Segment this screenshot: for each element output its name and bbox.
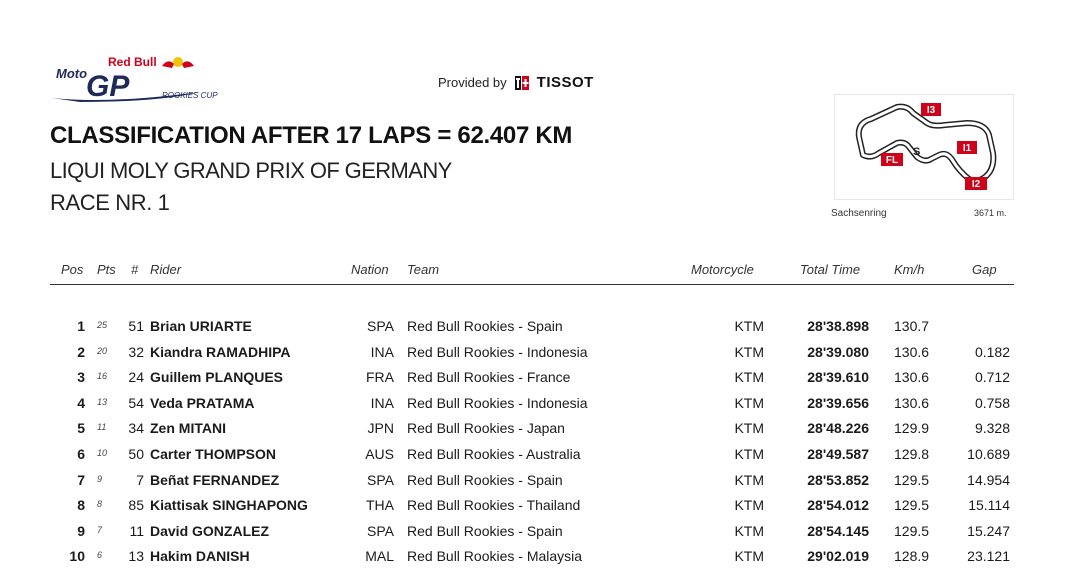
- table-row: [50, 519, 1014, 543]
- tissot-cross-icon: [515, 76, 529, 90]
- row-position: 7: [77, 471, 85, 488]
- row-rider-number: 11: [129, 522, 144, 539]
- row-points: 20: [97, 345, 108, 356]
- row-speed: 129.8: [894, 446, 930, 462]
- table-row: [50, 391, 1014, 415]
- row-team: Red Bull Rookies - Indonesia: [407, 343, 588, 360]
- race-number: RACE NR. 1: [50, 190, 170, 215]
- row-motorcycle: KTM: [734, 497, 764, 514]
- row-position: 4: [77, 394, 85, 411]
- row-nation: INA: [370, 394, 394, 411]
- header-kmh: Km/h: [894, 262, 925, 277]
- row-gap: 10.689: [967, 446, 1010, 462]
- row-rider-number: 24: [128, 369, 144, 386]
- row-rider-number: 51: [128, 318, 144, 334]
- row-nation: AUS: [365, 446, 394, 462]
- row-speed: 130.7: [894, 318, 930, 334]
- row-gap: 0.182: [974, 343, 1010, 360]
- header-motorcycle: Motorcycle: [691, 262, 754, 277]
- row-nation: THA: [366, 497, 394, 514]
- logo-gp-text: GP: [86, 70, 130, 103]
- row-points: 10: [97, 448, 108, 458]
- row-speed: 128.9: [894, 548, 930, 565]
- row-rider-name: Beñat FERNANDEZ: [150, 471, 280, 488]
- sponsor-name: TISSOT: [536, 74, 594, 91]
- row-total-time: 28'54.145: [807, 522, 869, 539]
- sponsor-credit: [438, 74, 594, 91]
- event-name: LIQUI MOLY GRAND PRIX OF GERMANY: [50, 158, 452, 183]
- row-gap: 0.758: [974, 394, 1010, 411]
- header-rider: Rider: [150, 262, 182, 277]
- row-position: 3: [77, 369, 85, 386]
- row-gap: 15.114: [968, 497, 1010, 514]
- header-total-time: Total Time: [800, 262, 861, 277]
- row-position: 9: [77, 522, 85, 539]
- row-rider-name: Zen MITANI: [150, 420, 226, 437]
- row-position: 10: [69, 548, 85, 565]
- row-gap: 9.328: [974, 420, 1010, 437]
- logo-redbull-text: Red Bull: [108, 55, 157, 69]
- classification-title: CLASSIFICATION AFTER 17 LAPS = 62.407 KM: [50, 122, 573, 149]
- row-speed: 129.5: [894, 471, 930, 488]
- row-total-time: 28'48.226: [807, 420, 869, 437]
- row-motorcycle: KTM: [734, 343, 764, 360]
- row-points: 11: [97, 422, 107, 433]
- row-rider-name: Hakim DANISH: [150, 548, 250, 565]
- row-total-time: 28'39.610: [807, 369, 869, 386]
- row-rider-name: Brian URIARTE: [150, 318, 252, 334]
- track-name: Sachsenring: [831, 208, 887, 219]
- row-team: Red Bull Rookies - Malaysia: [407, 548, 583, 565]
- rookies-cup-logo-graphic: [50, 52, 260, 108]
- row-total-time: 29'02.019: [807, 548, 869, 565]
- row-team: Red Bull Rookies - Spain: [407, 471, 563, 488]
- marker-fl: FL: [885, 155, 899, 166]
- row-points: 25: [97, 320, 108, 330]
- row-rider-number: 13: [128, 548, 144, 565]
- row-rider-name: Guillem PLANQUES: [150, 369, 284, 386]
- row-points: 16: [97, 371, 108, 382]
- row-speed: 130.6: [894, 369, 930, 386]
- marker-s: S: [913, 146, 921, 158]
- row-nation: JPN: [367, 420, 394, 437]
- logo-rookies-text: ROOKIES CUP: [162, 91, 218, 100]
- row-rider-name: Veda PRATAMA: [150, 394, 255, 411]
- circuit-layout-graphic: [835, 95, 1013, 199]
- logo-moto-text: Moto: [56, 66, 88, 81]
- row-motorcycle: KTM: [734, 394, 764, 411]
- row-team: Red Bull Rookies - Spain: [407, 318, 563, 334]
- row-motorcycle: KTM: [734, 369, 764, 386]
- marker-i3: I3: [926, 105, 936, 116]
- row-team: Red Bull Rookies - Japan: [407, 420, 565, 437]
- row-rider-number: 85: [128, 497, 144, 514]
- row-points: 7: [97, 524, 103, 535]
- row-team: Red Bull Rookies - Indonesia: [407, 394, 588, 411]
- row-total-time: 28'39.656: [807, 394, 869, 411]
- table-row: [50, 442, 1014, 466]
- row-position: 2: [77, 343, 85, 360]
- row-points: 9: [97, 473, 103, 484]
- row-nation: INA: [370, 343, 394, 360]
- table-row: [50, 544, 1014, 568]
- row-rider-number: 32: [128, 343, 144, 360]
- table-row: [50, 340, 1014, 364]
- row-team: Red Bull Rookies - France: [407, 369, 571, 386]
- row-position: 8: [77, 497, 85, 514]
- header-team: Team: [407, 262, 440, 277]
- row-total-time: 28'53.852: [807, 471, 869, 488]
- row-points: 13: [97, 396, 108, 407]
- header-gap: Gap: [972, 262, 997, 277]
- provided-by-label: Provided by: [438, 75, 507, 90]
- row-rider-number: 7: [136, 471, 144, 488]
- table-row: [50, 493, 1014, 517]
- row-total-time: 28'49.587: [807, 446, 869, 462]
- table-row: [50, 314, 1014, 338]
- row-rider-name: Kiandra RAMADHIPA: [150, 343, 291, 360]
- row-position: 6: [77, 446, 85, 462]
- row-gap: 23.121: [967, 548, 1010, 565]
- row-speed: 129.5: [894, 497, 930, 514]
- row-gap: 14.954: [967, 471, 1010, 488]
- marker-i1: I1: [962, 143, 972, 154]
- row-speed: 130.6: [894, 394, 930, 411]
- row-rider-name: David GONZALEZ: [150, 522, 270, 539]
- row-team: Red Bull Rookies - Australia: [407, 446, 581, 462]
- header-pos: Pos: [61, 262, 84, 277]
- track-map: [834, 94, 1014, 200]
- row-motorcycle: KTM: [734, 446, 764, 462]
- row-motorcycle: KTM: [734, 318, 764, 334]
- row-total-time: 28'54.012: [807, 497, 869, 514]
- row-speed: 129.5: [894, 522, 930, 539]
- row-position: 1: [77, 318, 85, 334]
- header-pts: Pts: [97, 262, 116, 277]
- row-nation: FRA: [366, 369, 394, 386]
- row-speed: 130.6: [894, 343, 930, 360]
- row-rider-name: Kiattisak SINGHAPONG: [150, 497, 308, 514]
- rookies-cup-logo: [50, 52, 260, 108]
- row-speed: 129.9: [894, 420, 930, 437]
- row-rider-name: Carter THOMPSON: [150, 446, 277, 462]
- row-motorcycle: KTM: [734, 471, 764, 488]
- table-row: [50, 365, 1014, 389]
- row-points: 6: [97, 550, 103, 561]
- row-total-time: 28'39.080: [807, 343, 869, 360]
- marker-i2: I2: [971, 179, 981, 190]
- row-nation: SPA: [367, 522, 394, 539]
- table-row: [50, 468, 1014, 492]
- row-motorcycle: KTM: [734, 522, 764, 539]
- table-row: [50, 416, 1014, 440]
- row-gap: 15.247: [967, 522, 1010, 539]
- row-team: Red Bull Rookies - Thailand: [407, 497, 581, 514]
- table-header: [50, 260, 1014, 285]
- row-rider-number: 50: [128, 446, 144, 462]
- row-rider-number: 34: [128, 420, 144, 437]
- row-position: 5: [77, 420, 85, 437]
- row-nation: MAL: [365, 548, 394, 565]
- row-nation: SPA: [367, 318, 394, 334]
- row-motorcycle: KTM: [734, 420, 764, 437]
- row-total-time: 28'38.898: [807, 318, 869, 334]
- row-gap: 0.712: [974, 369, 1010, 386]
- row-nation: SPA: [367, 471, 394, 488]
- row-motorcycle: KTM: [734, 548, 764, 565]
- row-team: Red Bull Rookies - Spain: [407, 522, 563, 539]
- header-nation: Nation: [351, 262, 389, 277]
- row-rider-number: 54: [128, 394, 144, 411]
- track-length: 3671 m.: [974, 208, 1007, 218]
- header-num: #: [131, 262, 139, 277]
- row-points: 8: [97, 499, 103, 510]
